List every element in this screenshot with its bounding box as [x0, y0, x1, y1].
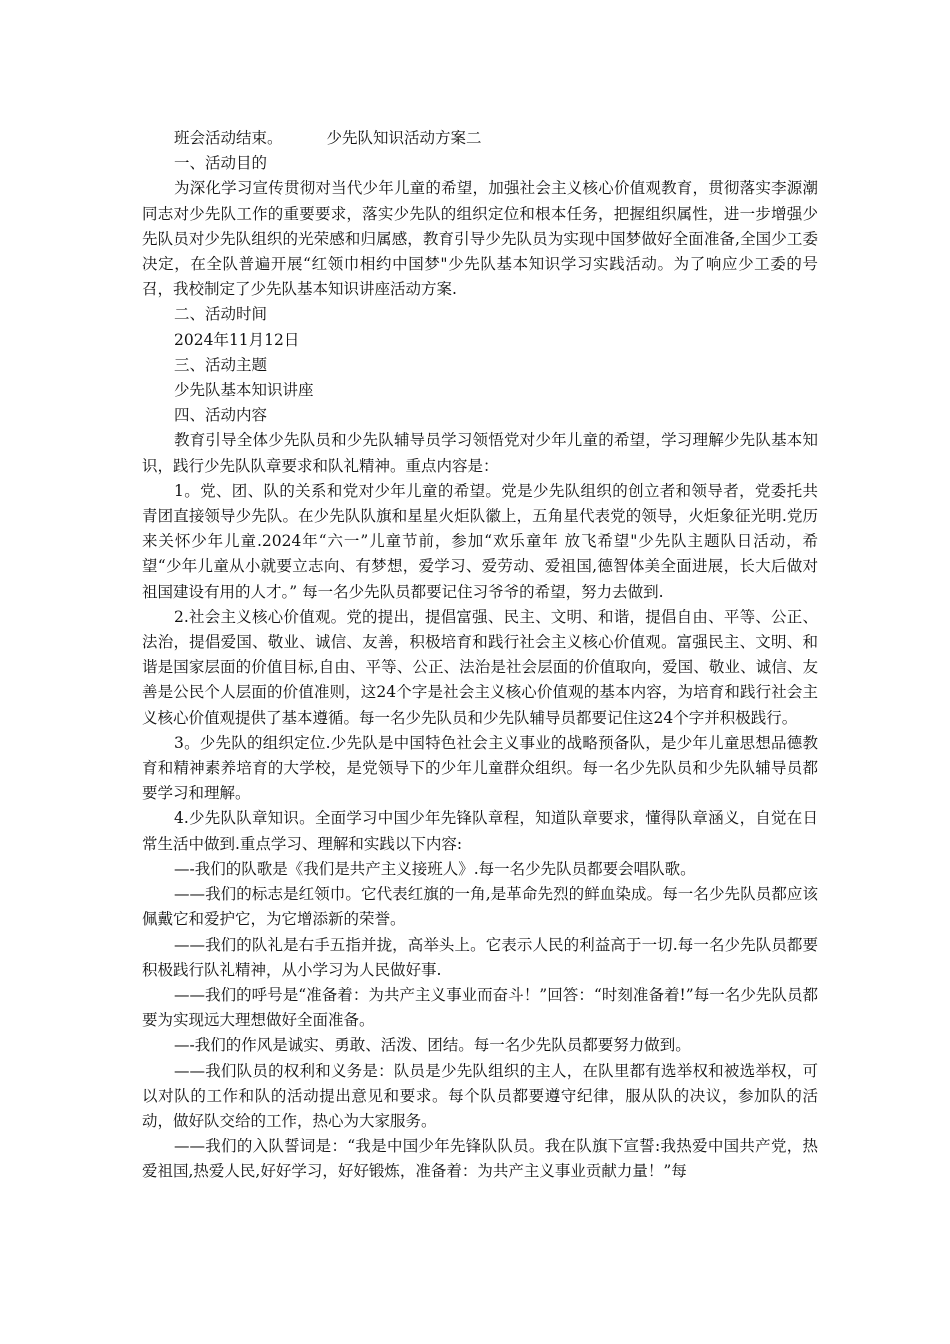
- paragraph-motto: ——我们的呼号是“准备着：为共产主义事业而奋斗！”回答：“时刻准备着!”每一名少先队员都要为实现远大理想做好全面准备。: [142, 985, 818, 1030]
- previous-section-ending: 班会活动结束。: [174, 129, 283, 147]
- paragraph-item-4: 4.少先队队章知识。全面学习中国少年先锋队章程，知道队章要求，懂得队章涵义，自觉在日常生活中做到.重点学习、理解和实践以下内容:: [142, 809, 818, 853]
- paragraph-oath: ——我们的入队誓词是：“我是中国少年先锋队队员。我在队旗下宣誓:我热爱中国共产党，热爱祖国,热爱人民,好好学习，好好锻炼，准备着：为共产主义事业贡献力量！”每: [142, 1137, 818, 1181]
- paragraph-rights-duties: ——我们队员的权利和义务是：队员是少先队组织的主人，在队里都有选举权和被选举权，可以对队的工作和队的活动提出意见和要求。每个队员都要遵守纪律，服从队的决议，参加队的活动，做好队交给的工作，热心为大家服务。: [142, 1061, 818, 1130]
- document-page: [142, 126, 818, 1185]
- paragraph-team-song: —-我们的队歌是《我们是共产主义接班人》.每一名少先队员都要会唱队歌。: [174, 859, 696, 878]
- heading-content: 四、活动内容: [174, 406, 268, 425]
- opening-line: [142, 126, 818, 151]
- heading-time: 二、活动时间: [174, 305, 268, 324]
- paragraph-purpose: 为深化学习宣传贯彻对当代少年儿童的希望，加强社会主义核心价值观教育，贯彻落实李源潮同志对少先队工作的重要要求，落实少先队的组织定位和根本任务，把握组织属性，进一步增强少先队员对少先队组织的光荣感和归属感，教育引导少先队员为实现中国梦做好全面准备,全国少工委决定，在全队普遍开展“红领巾相约中国梦"少先队基本知识学习实践活动。为了响应少工委的号召，我校制定了少先队基本知识讲座活动方案.: [142, 179, 818, 299]
- heading-theme: 三、活动主题: [174, 355, 268, 374]
- heading-purpose: 一、活动目的: [174, 154, 268, 173]
- activity-date: 2024年11月12日: [174, 330, 300, 349]
- paragraph-item-3: 3。少先队的组织定位.少先队是中国特色社会主义事业的战略预备队，是少年儿童思想品德教育和精神素养培育的大学校，是党领导下的少年儿童群众组织。每一名少先队员和少先队辅导员都要学习和理解。: [142, 733, 818, 803]
- paragraph-content-intro: 教育引导全体少先队员和少先队辅导员学习领悟党对少年儿童的希望，学习理解少先队基本知识，践行少先队队章要求和队礼精神。重点内容是：: [142, 431, 818, 475]
- paragraph-item-1: 1。党、团、队的关系和党对少年儿童的希望。党是少先队组织的创立者和领导者，党委托共青团直接领导少先队。在少先队队旗和星星火炬队徽上，五角星代表党的领导，火炬象征光明.党历来关怀少年儿童.2024年“六一”儿童节前，参加“欢乐童年 放飞希望"少先队主题队日活动，希望“少年儿童从小就要立志向、有梦想，爱学习、爱劳动、爱祖国,德智体美全面进展，长大后做对祖国建设有用的人才。” 每一名少先队员都要记住习爷爷的希望，努力去做到.: [142, 481, 818, 601]
- paragraph-emblem: ——我们的标志是红领巾。它代表红旗的一角,是革命先烈的鲜血染成。每一名少先队员都应该佩戴它和爱护它，为它增添新的荣誉。: [142, 885, 818, 929]
- paragraph-item-2: 2.社会主义核心价值观。党的提出，提倡富强、民主、文明、和谐，提倡自由、平等、公正、法治，提倡爱国、敬业、诚信、友善，积极培育和践行社会主义核心价值观。富强民主、文明、和谐是国家层面的价值目标,自由、平等、公正、法治是社会层面的价值取向，爱国、敬业、诚信、友善是公民个人层面的价值准则，这24个字是社会主义核心价值观的基本内容，为培育和践行社会主义核心价值观提供了基本遵循。每一名少先队员和少先队辅导员都要记住这24个字并积极践行。: [142, 607, 818, 727]
- document-title: 少先队知识活动方案二: [326, 129, 482, 147]
- paragraph-style: —-我们的作风是诚实、勇敢、活泼、团结。每一名少先队员都要努力做到。: [174, 1036, 691, 1055]
- activity-theme: 少先队基本知识讲座: [174, 381, 314, 400]
- paragraph-salute: ——我们的队礼是右手五指并拢，高举头上。它表示人民的利益高于一切.每一名少先队员都要积极践行队礼精神，从小学习为人民做好事.: [142, 935, 818, 979]
